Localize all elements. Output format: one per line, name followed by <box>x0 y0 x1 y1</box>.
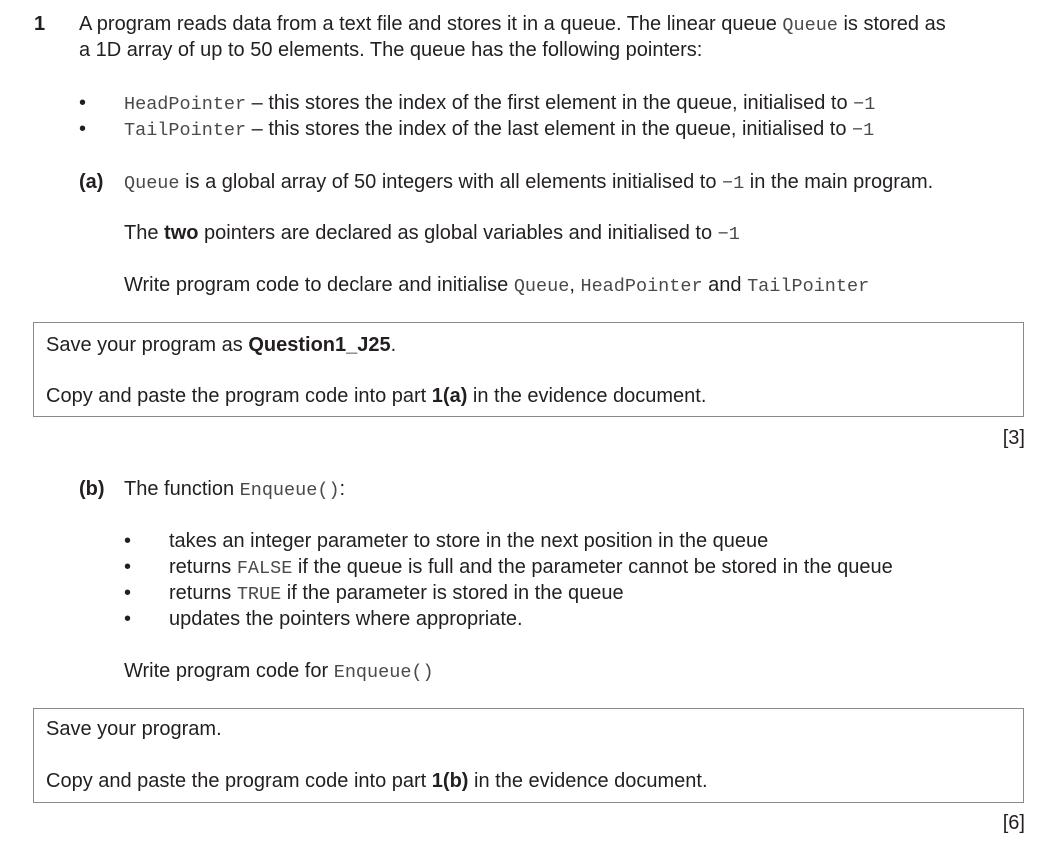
code-headpointer: HeadPointer <box>124 94 247 115</box>
pointer-bullet: • <box>79 92 87 114</box>
requirement-text: if the parameter is stored in the queue <box>281 582 624 604</box>
part-a-label: (a) <box>79 171 104 193</box>
function-bullet: • <box>124 530 132 552</box>
function-bullet: • <box>124 556 132 578</box>
pointer-description: – this stores the index of the last element in the queue, initialised to <box>246 118 853 140</box>
part-b-instruction-box <box>33 708 1024 803</box>
instruction-text: . <box>390 334 397 356</box>
stem-text: A program reads data from a text file and stores it in a queue. The linear queue <box>79 13 783 35</box>
emphasis-two: two <box>164 222 199 244</box>
paste-instruction <box>46 769 708 793</box>
function-bullet: • <box>124 582 132 604</box>
part-a-line-3 <box>124 273 869 299</box>
instruction-text: Copy and paste the program code into part <box>46 385 432 407</box>
separator: and <box>702 274 748 296</box>
part-a-text: is a global array of 50 integers with all elements initialised to <box>179 171 723 193</box>
requirement-text: if the queue is full and the parameter cannot be stored in the queue <box>292 556 893 578</box>
save-instruction <box>46 333 396 357</box>
part-b-marks: [6] <box>1002 812 1025 834</box>
part-b-text: Write program code for <box>124 660 334 682</box>
function-requirement <box>169 529 768 553</box>
code-queue: Queue <box>782 15 838 36</box>
separator: , <box>569 274 581 296</box>
code-value: −1 <box>853 94 876 115</box>
requirement-text: takes an integer parameter to store in the next position in the queue <box>169 530 769 552</box>
part-b-label: (b) <box>79 478 105 500</box>
code-true: TRUE <box>236 584 282 605</box>
part-b-intro <box>124 477 345 503</box>
code-enqueue: Enqueue() <box>333 662 434 683</box>
program-name: Question1_J25 <box>248 334 391 356</box>
save-instruction: Save your program. <box>46 718 222 740</box>
instruction-text: Copy and paste the program code into part <box>46 770 432 792</box>
part-a-line-2 <box>124 221 740 247</box>
part-b-text: The function <box>124 478 240 500</box>
part-b-write-instruction <box>124 659 434 685</box>
pointer-description: – this stores the index of the first element in the queue, initialised to <box>246 92 854 114</box>
function-requirement <box>169 555 893 581</box>
part-a-text: pointers are declared as global variables and initialised to <box>198 222 718 244</box>
question-stem-line-2: a 1D array of up to 50 elements. The queue has the following pointers: <box>79 39 703 61</box>
code-enqueue: Enqueue() <box>239 480 340 501</box>
question-stem-line-1 <box>79 12 946 38</box>
code-tailpointer: TailPointer <box>747 276 870 297</box>
part-a-text: The <box>124 222 165 244</box>
instruction-text: in the evidence document. <box>468 770 708 792</box>
code-headpointer: HeadPointer <box>580 276 703 297</box>
code-value: −1 <box>722 173 745 194</box>
part-a-line-1 <box>124 170 933 196</box>
pointer-bullet: • <box>79 118 87 140</box>
code-queue: Queue <box>124 173 180 194</box>
part-a-marks: [3] <box>1002 427 1025 449</box>
function-bullet: • <box>124 608 132 630</box>
part-a-text: Write program code to declare and initialise <box>124 274 514 296</box>
function-requirement <box>169 607 523 631</box>
part-a-instruction-box <box>33 322 1024 417</box>
pointer-item-tail <box>124 117 874 143</box>
requirement-text: returns <box>169 582 237 604</box>
part-reference: 1(a) <box>431 385 468 407</box>
requirement-text: updates the pointers where appropriate. <box>169 608 523 630</box>
part-b-text: : <box>339 478 346 500</box>
instruction-text: Save your program as <box>46 334 249 356</box>
stem-text: is stored as <box>837 13 946 35</box>
question-number: 1 <box>34 13 46 35</box>
code-queue: Queue <box>513 276 570 297</box>
part-a-text: in the main program. <box>744 171 934 193</box>
code-tailpointer: TailPointer <box>124 120 247 141</box>
instruction-text: in the evidence document. <box>467 385 707 407</box>
part-reference: 1(b) <box>431 770 469 792</box>
function-requirement <box>169 581 624 607</box>
paste-instruction <box>46 384 706 408</box>
pointer-item-head <box>124 91 875 117</box>
code-value: −1 <box>852 120 875 141</box>
code-value: −1 <box>717 224 740 245</box>
code-false: FALSE <box>236 558 293 579</box>
requirement-text: returns <box>169 556 237 578</box>
